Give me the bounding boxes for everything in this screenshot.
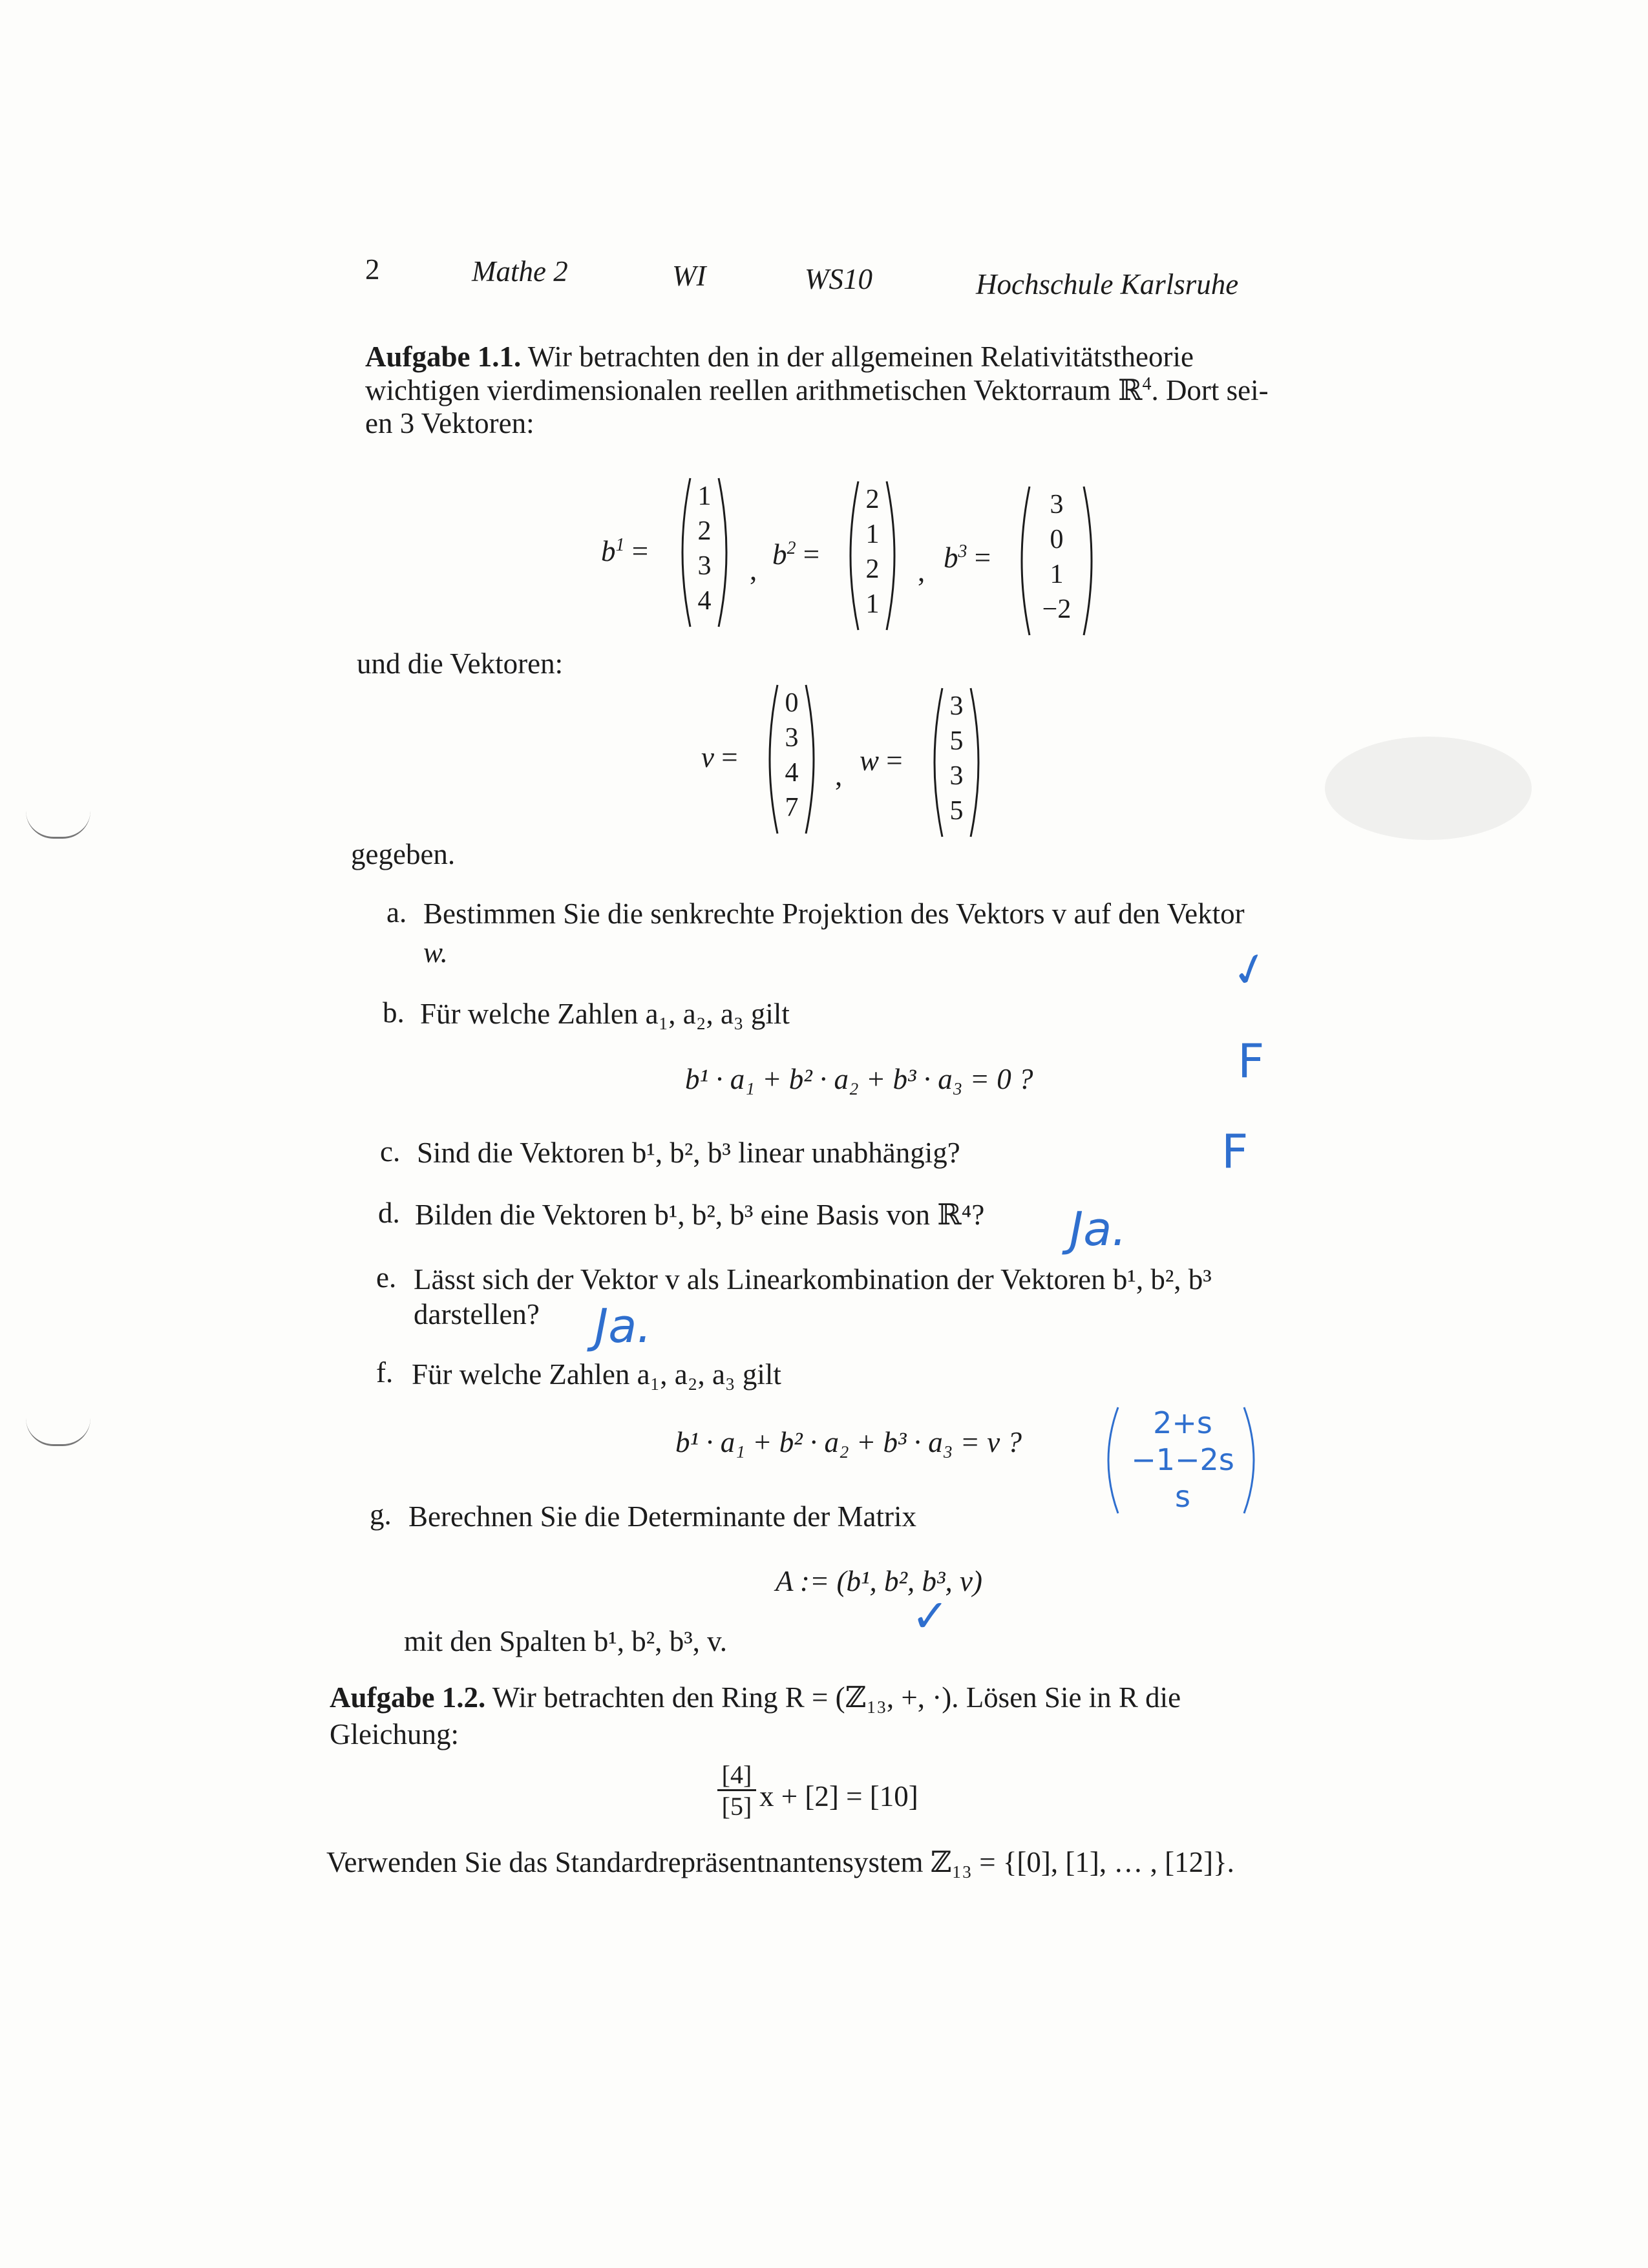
- item-c-text: Sind die Vektoren b¹, b², b³ linear unabhängig?: [417, 1137, 960, 1169]
- mark-b: F: [1238, 1034, 1265, 1088]
- vector-v: 0 3 4 7: [759, 682, 824, 837]
- task2-label: Aufgabe 1.2.: [330, 1681, 486, 1714]
- task2-line1: Aufgabe 1.2. Wir betrachten den Ring R = (ℤ₁₃, +, ·). Lösen Sie in R die: [330, 1681, 1181, 1714]
- task2-last-line: Verwenden Sie das Standardrepräsentnantensystem ℤ₁₃ = {[0], [1], … , [12]}.: [326, 1846, 1234, 1878]
- scan-smudge: [1325, 737, 1532, 840]
- semester: WS10: [805, 263, 872, 295]
- b3-label: $b^3$ =: [944, 541, 991, 574]
- fraction: [4] [5]: [717, 1761, 756, 1822]
- item-d-text: Bilden die Vektoren b¹, b², b³ eine Basis von ℝ⁴?: [415, 1199, 985, 1231]
- b1-label: $b^1$ =: [601, 535, 649, 567]
- hole-punch-mark: [26, 811, 90, 839]
- hole-punch-mark: [26, 1418, 90, 1446]
- check-mark-icon: ✓: [911, 1590, 949, 1643]
- und-die-vektoren: und die Vektoren:: [357, 647, 564, 680]
- page-number: 2: [365, 253, 380, 286]
- vector-b2: 2 1 2 1: [840, 478, 905, 633]
- answer-e: Ja.: [595, 1299, 652, 1353]
- task1-label: Aufgabe 1.1.: [365, 341, 522, 373]
- answer-d: Ja.: [1070, 1202, 1127, 1256]
- vector-b3: 3 0 1 −2: [1011, 483, 1102, 638]
- program-name: WI: [672, 260, 706, 292]
- item-b-formula: b¹ · a₁ + b² · a₂ + b³ · a₃ = 0 ?: [685, 1063, 1033, 1095]
- item-f-text: Für welche Zahlen a₁, a₂, a₃ gilt: [412, 1358, 781, 1391]
- item-f-formula: b¹ · a₁ + b² · a₂ + b³ · a₃ = v ?: [675, 1426, 1022, 1458]
- scanned-page: 2 Mathe 2 WI WS10 Hochschule Karlsruhe Aufgabe 1.1. Wir betrachten den in der allgemeinen Relativitätstheorie wichtigen vierdimensionalen reellen arithmetischen Vektorraum ℝ$^4$. Dort sei- en 3 Vektoren: $b^1$ = 1 2 3 4 , $b^2$ = 2 1 2 1 , $b^3$ = 3 0 1 −2 und die Vektoren: v = 0 3 4 7 , w = 3 5 3 5 gegeben. a. Bestimmen Sie die senkrechte Projektion des Vektors v auf den Vektor w. b. Für welche Zahlen a₁, a₂, a₃ gilt b¹ · a₁ + b² · a₂ + b³ · a₃ = 0 ? c. Sind die Vektoren b¹, b², b³ linear unabhängig? d. Bilden die Vektoren b¹, b², b³ eine Basis von ℝ⁴? e. Lässt sich der Vektor v als Linearkombination der Vektoren b¹, b², b³ darstellen? f. Für welche Zahlen a₁, a₂, a₃ gilt b¹ · a₁ + b² · a₂ + b³ · a₃ = v ? g. Berechnen Sie die Determinante der Matrix A := (b¹, b², b³, v) mit den Spalten b¹, b², b³, v. Aufgabe 1.2. Wir betrachten den Ring R = (ℤ₁₃, +, ·). Lösen Sie in R die Gleichung: [4] [5] x + [2] = [10] Verwenden Sie das Standardrepräsentnantensystem ℤ₁₃ = {[0], [1], … , [12]}. ✓ F F Ja. Ja. 2+s −1−2s s ✓: [0, 0, 1648, 2268]
- check-mark-icon: ✓: [1225, 939, 1276, 1001]
- item-e-text: Lässt sich der Vektor v als Linearkombination der Vektoren b¹, b², b³: [414, 1263, 1212, 1296]
- v-label: v =: [701, 741, 738, 773]
- task1-intro: Aufgabe 1.1. Wir betrachten den in der allgemeinen Relativitätstheorie wichtigen vierdimensionalen reellen arithmetischen Vektorraum ℝ$^4$. Dort sei- en 3 Vektoren:: [365, 341, 1269, 439]
- gegeben-text: gegeben.: [351, 838, 456, 870]
- w-label: w =: [860, 744, 903, 777]
- equation-rest: x + [2] = [10]: [759, 1780, 918, 1812]
- course-name: Mathe 2: [472, 255, 568, 288]
- item-b-text: Für welche Zahlen a₁, a₂, a₃ gilt: [420, 998, 790, 1030]
- vector-b1: 1 2 3 4: [672, 475, 737, 630]
- item-a-text: Bestimmen Sie die senkrechte Projektion des Vektors v auf den Vektor: [423, 898, 1245, 930]
- answer-f-vector: 2+s −1−2s s: [1099, 1402, 1267, 1518]
- mark-c: F: [1221, 1124, 1249, 1179]
- vector-w: 3 5 3 5: [924, 685, 989, 840]
- school-name: Hochschule Karlsruhe: [976, 268, 1239, 300]
- item-g-text: Berechnen Sie die Determinante der Matrix: [408, 1500, 916, 1533]
- item-g-formula: A := (b¹, b², b³, v): [776, 1565, 982, 1597]
- b2-label: $b^2$ =: [772, 538, 820, 571]
